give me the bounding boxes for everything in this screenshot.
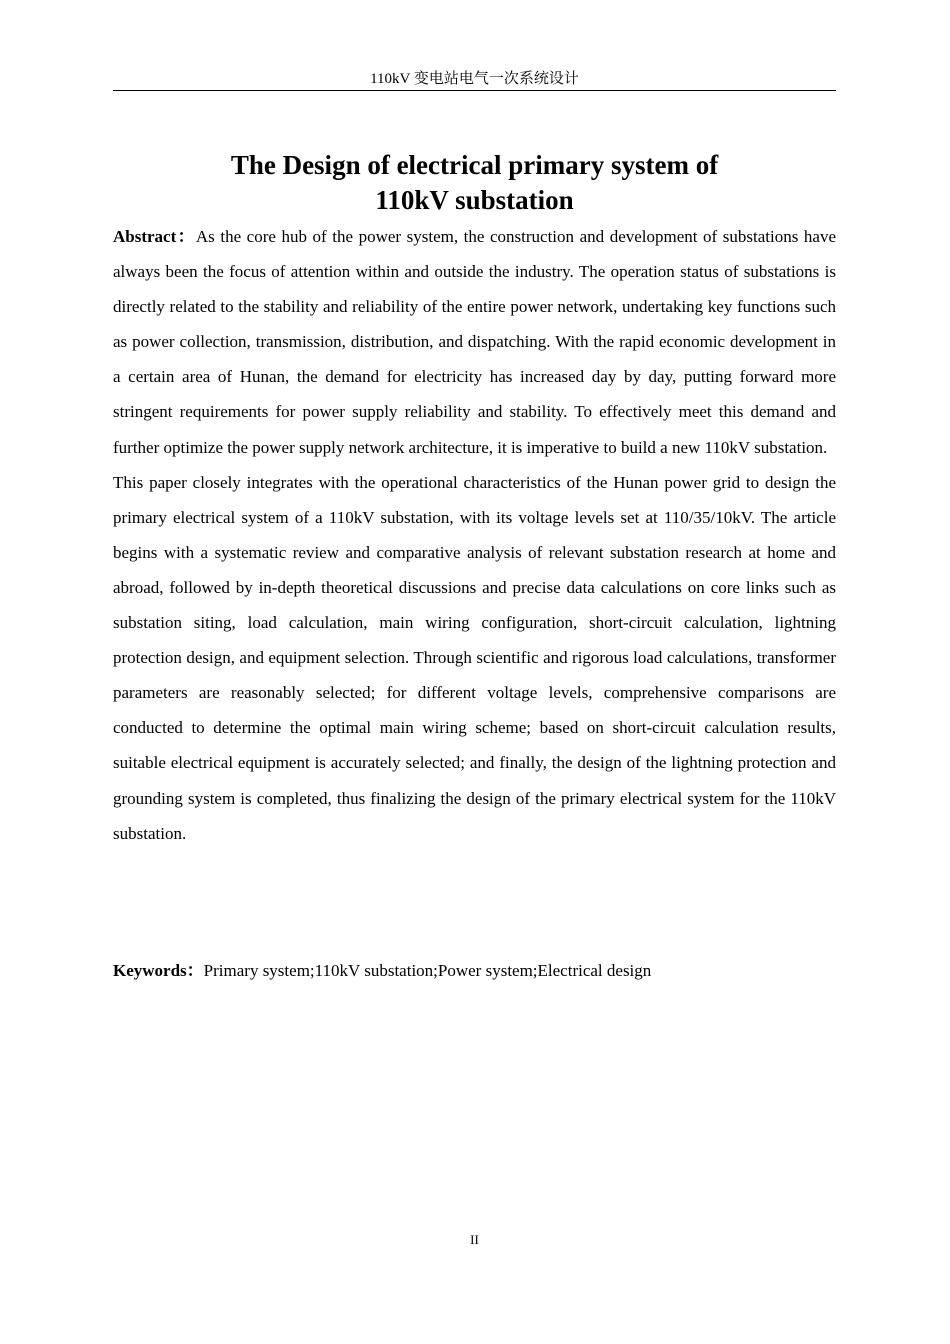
page-number: II <box>470 1232 479 1247</box>
paper-title-line-1: The Design of electrical primary system of <box>230 150 719 180</box>
running-header-title: 110kV 变电站电气一次系统设计 <box>370 71 579 87</box>
abstract-paragraph-2: This paper closely integrates with the operational characteristics of the Hunan power grid to design the primary electrical system of a 110kV substation, with its voltage levels set at 110/35/10kV. The article begins with a systematic review and comparative analysis of relevant substation research at home and abroad, followed by in-depth theoretical discussions and precise data calculations on core links such as substation siting, load calculation, main wiring configuration, short-circuit calculation, lightning protection design, and equipment selection. Through scientific and rigorous load calculations, transformer parameters are reasonably selected; for different voltage levels, comprehensive comparisons are conducted to determine the optimal main wiring scheme; based on short-circuit calculation results, suitable electrical equipment is accurately selected; and finally, the design of the lightning protection and grounding system is completed, thus finalizing the design of the primary electrical system for the 110kV substation. <box>113 472 836 843</box>
abstract-label: Abstract： <box>113 227 196 246</box>
paper-title-line-2: 110kV substation <box>375 185 574 215</box>
paper-title <box>113 148 836 218</box>
keywords-label: Keywords： <box>113 961 204 980</box>
abstract-paragraph-1 <box>113 219 836 465</box>
running-header <box>113 68 836 91</box>
abstract-paragraph-1-text: As the core hub of the power system, the construction and development of substations have always been the focus of attention within and outside the industry. The operation status of substations is directly related to the stability and reliability of the entire power network, undertaking key functions such as power collection, transmission, distribution, and dispatching. With the rapid economic development in a certain area of Hunan, the demand for electricity has increased day by day, putting forward more stringent requirements for power supply reliability and stability. To effectively meet this demand and further optimize the power supply network architecture, it is imperative to build a new 110kV substation. <box>113 227 836 457</box>
abstract-section <box>113 219 836 851</box>
keywords-section <box>113 953 836 988</box>
keywords-text: Primary system;110kV substation;Power system;Electrical design <box>203 961 652 980</box>
